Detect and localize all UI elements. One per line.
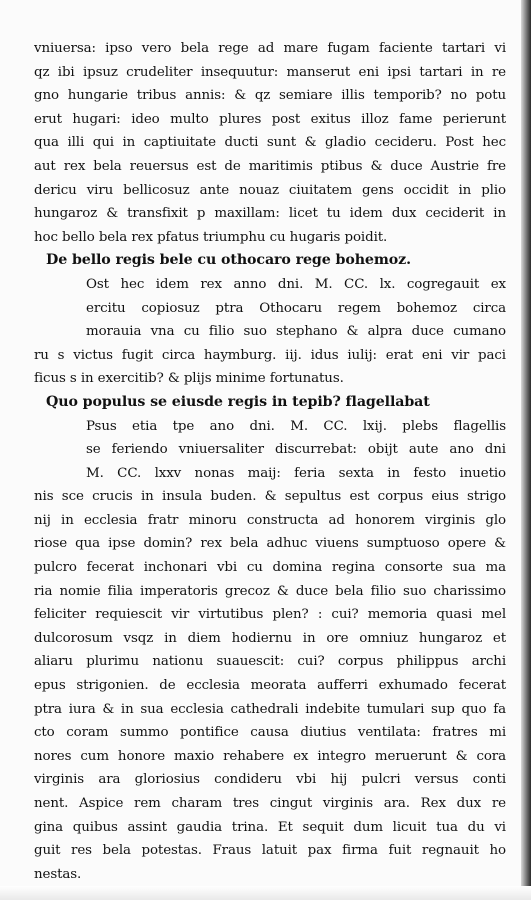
text-line: qz ibi ipsuz crudeliter insequutur: manserut eni ipsi tartari in re bbox=[34, 64, 506, 80]
text-line: vniuersa: ipso vero bela rege ad mare fugam faciente tartari vi bbox=[34, 41, 506, 56]
text-line: ria nomie filia imperatoris grecoz & duce bela filio suo charissimo bbox=[34, 583, 506, 599]
text-line: dericu viru bellicosuz ante nouaz ciuitatem gens occidit in plio bbox=[34, 182, 506, 198]
text-line: pulcro fecerat inchonari vbi cu domina regina consorte sua ma bbox=[34, 560, 506, 576]
text-line: riose qua ipse domin? rex bela adhuc viuens sumptuoso opere & bbox=[34, 536, 506, 552]
page-edge-shadow bbox=[521, 0, 531, 900]
section-heading: De bello regis bele cu othocaro rege bohemoz. bbox=[46, 252, 411, 269]
text-line: hoc bello bela rex pfatus triumphu cu hugaris poidit. bbox=[34, 229, 388, 245]
text-line: hungaroz & transfixit p maxillam: licet tu idem dux ceciderit in bbox=[34, 206, 506, 222]
text-line: ru s victus fugit circa haymburg. iij. idus iulij: erat eni vir paci bbox=[34, 347, 506, 363]
text-line: guit res bela potestas. Fraus latuit pax firma fuit regnauit ho bbox=[34, 843, 506, 859]
text-line: virginis ara gloriosius condideru vbi hij pulcri versus conti bbox=[34, 772, 506, 788]
text-line: M. CC. lxxv nonas maij: feria sexta in festo inuetio bbox=[86, 465, 506, 481]
text-block bbox=[34, 37, 506, 886]
text-line: nestas. bbox=[34, 866, 82, 882]
text-line: cto coram summo pontifice causa diutius ventilata: fratres mi bbox=[34, 725, 506, 741]
page-bottom-margin bbox=[0, 886, 531, 900]
text-line: nis sce crucis in insula buden. & sepultus est corpus eius strigo bbox=[34, 489, 506, 505]
text-line: nij in ecclesia fratr minoru constructa ad honorem virginis glo bbox=[34, 512, 506, 528]
text-line: se feriendo vniuersaliter discurrebat: obijt aute ano dni bbox=[86, 442, 506, 458]
text-line: ptra iura & in sua ecclesia cathedrali indebite tumulari sup quo fa bbox=[34, 701, 506, 717]
text-line: gina quibus assint gaudia trina. Et sequit dum licuit tua du vi bbox=[34, 819, 506, 835]
text-line: feliciter requiescit vir virtutibus plen? : cui? memoria quasi mel bbox=[34, 607, 506, 623]
text-line: aut rex bela reuersus est de maritimis ptibus & duce Austrie fre bbox=[34, 158, 506, 174]
text-line: erut hugari: ideo multo plures post exitus illoz fame perierunt bbox=[34, 111, 506, 127]
text-line: Ost hec idem rex anno dni. M. CC. lx. cogregauit ex bbox=[86, 276, 506, 292]
text-line: aliaru plurimu nationu suauescit: cui? corpus philippus archi bbox=[34, 654, 506, 670]
text-line: morauia vna cu filio suo stephano & alpra duce cumano bbox=[86, 324, 506, 340]
text-line: ficus s in exercitib? & plijs minime fortunatus. bbox=[34, 371, 344, 387]
text-line: Psus etia tpe ano dni. M. CC. lxij. plebs flagellis bbox=[86, 418, 506, 434]
text-line: dulcorosum vsqz in diem hodiernu in ore omniuz hungaroz et bbox=[34, 630, 506, 646]
text-line: ercitu copiosuz ptra Othocaru regem bohemoz circa bbox=[86, 300, 506, 316]
section-heading: Quo populus se eiusde regis in tepib? flagellabat bbox=[46, 393, 430, 410]
text-line: nores cum honore maxio rehabere ex integro meruerunt & cora bbox=[34, 748, 506, 764]
text-line: gno hungarie tribus annis: & qz semiare illis temporib? no potu bbox=[34, 88, 506, 104]
text-line: qua illi qui in captiuitate ducti sunt & gladio cecideru. Post hec bbox=[34, 135, 506, 151]
text-line: epus strigonien. de ecclesia meorata aufferri exhumado fecerat bbox=[34, 678, 506, 694]
text-line: nent. Aspice rem charam tres cingut virginis ara. Rex dux re bbox=[34, 796, 506, 811]
